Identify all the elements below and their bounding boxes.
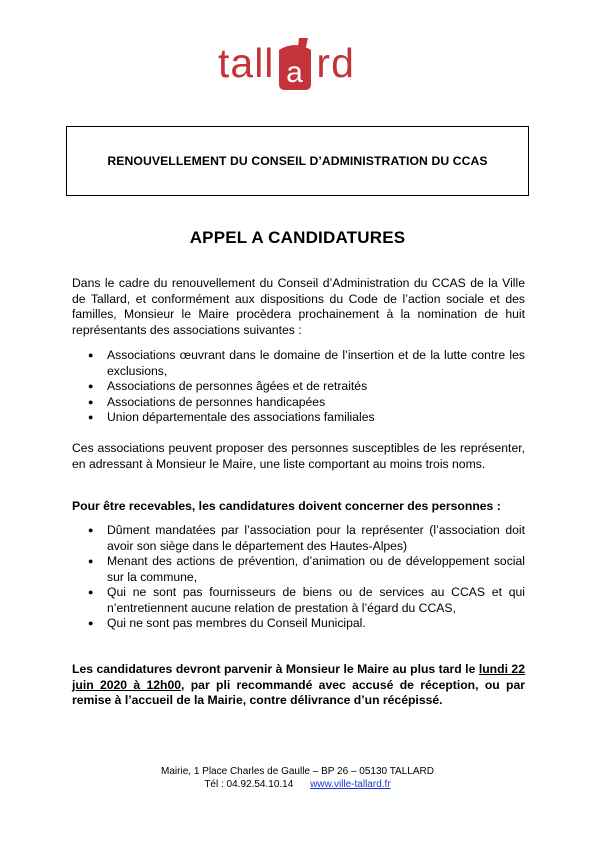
page-heading: APPEL A CANDIDATURES	[189, 228, 406, 247]
associations-list	[72, 348, 525, 426]
list-item-text: Dûment mandatées par l’association pour la représenter (l’association doit avoir son siège dans le département des Hautes-Alpes)	[107, 523, 525, 553]
conditions-title: Pour être recevables, les candidatures doivent concerner des personnes :	[72, 499, 501, 513]
proposal-paragraph: Ces associations peuvent proposer des personnes susceptibles de les représenter, en adressant à Monsieur le Maire, une liste comportant au moins trois noms.	[72, 441, 525, 471]
conditions-list	[72, 523, 525, 632]
list-item-text: Menant des actions de prévention, d’animation ou de développement social sur la commune,	[107, 554, 525, 584]
deadline-text-end: , par pli recommandé avec accusé de réception, ou par remise à l’accueil de la Mairie, contre délivrance d’un récépissé.	[72, 677, 525, 707]
list-item-text: Union départementale des associations familiales	[107, 410, 375, 424]
logo-wordmark	[218, 38, 355, 90]
bullet-icon: ●	[88, 556, 94, 566]
page-footer	[0, 765, 595, 791]
footer-address: Mairie, 1 Place Charles de Gaulle – BP 26 – 05130 TALLARD	[161, 766, 434, 777]
list-item	[72, 395, 525, 411]
bullet-icon: ●	[88, 396, 94, 407]
deadline-paragraph	[72, 662, 525, 709]
list-item	[72, 554, 525, 585]
bullet-icon: ●	[88, 587, 94, 597]
list-item	[72, 523, 525, 554]
logo-shield-icon	[275, 38, 315, 90]
header-title: RENOUVELLEMENT DU CONSEIL D’ADMINISTRATION DU CCAS	[107, 154, 488, 168]
logo-text-before: tall	[218, 40, 275, 86]
bullet-icon: ●	[88, 412, 94, 422]
list-item-text: Associations œuvrant dans le domaine de l’insertion et de la lutte contre les exclusions,	[107, 348, 525, 378]
deadline-date: lundi 22 juin 2020 à 12h00	[72, 662, 525, 692]
list-item	[72, 585, 525, 616]
footer-contact	[0, 778, 595, 791]
bullet-icon: ●	[88, 350, 94, 360]
list-item-text: Qui ne sont pas fournisseurs de biens ou de services au CCAS et qui n’entretiennent aucune relation de prestation à l’égard du CCAS,	[107, 585, 525, 615]
logo-text-after: rd	[316, 40, 355, 86]
list-item-text: Associations de personnes âgées et de retraités	[107, 379, 368, 393]
list-item	[72, 410, 525, 426]
bullet-icon: ●	[88, 525, 94, 535]
tallard-logo	[218, 36, 380, 94]
header-title-box	[66, 126, 529, 196]
list-item	[72, 379, 525, 395]
footer-phone: Tél : 04.92.54.10.14	[204, 779, 294, 790]
list-item	[72, 348, 525, 379]
bullet-icon: ●	[88, 381, 94, 391]
intro-paragraph: Dans le cadre du renouvellement du Conseil d’Administration du CCAS de la Ville de Tallard, et conformément aux dispositions du Code de l’action sociale et des familles, Monsieur le Maire procèdera prochainement à la nomination de huit représentants des associations suivantes :	[72, 276, 525, 337]
deadline-text-start: Les candidatures devront parvenir à Monsieur le Maire au plus tard le	[72, 662, 479, 676]
list-item-text: Qui ne sont pas membres du Conseil Municipal.	[107, 616, 366, 630]
bullet-icon: ●	[88, 618, 94, 628]
list-item-text: Associations de personnes handicapées	[107, 394, 326, 409]
logo-text-letter: a	[286, 56, 305, 89]
list-item	[72, 616, 525, 632]
website-link[interactable]: www.ville-tallard.fr	[310, 779, 391, 790]
